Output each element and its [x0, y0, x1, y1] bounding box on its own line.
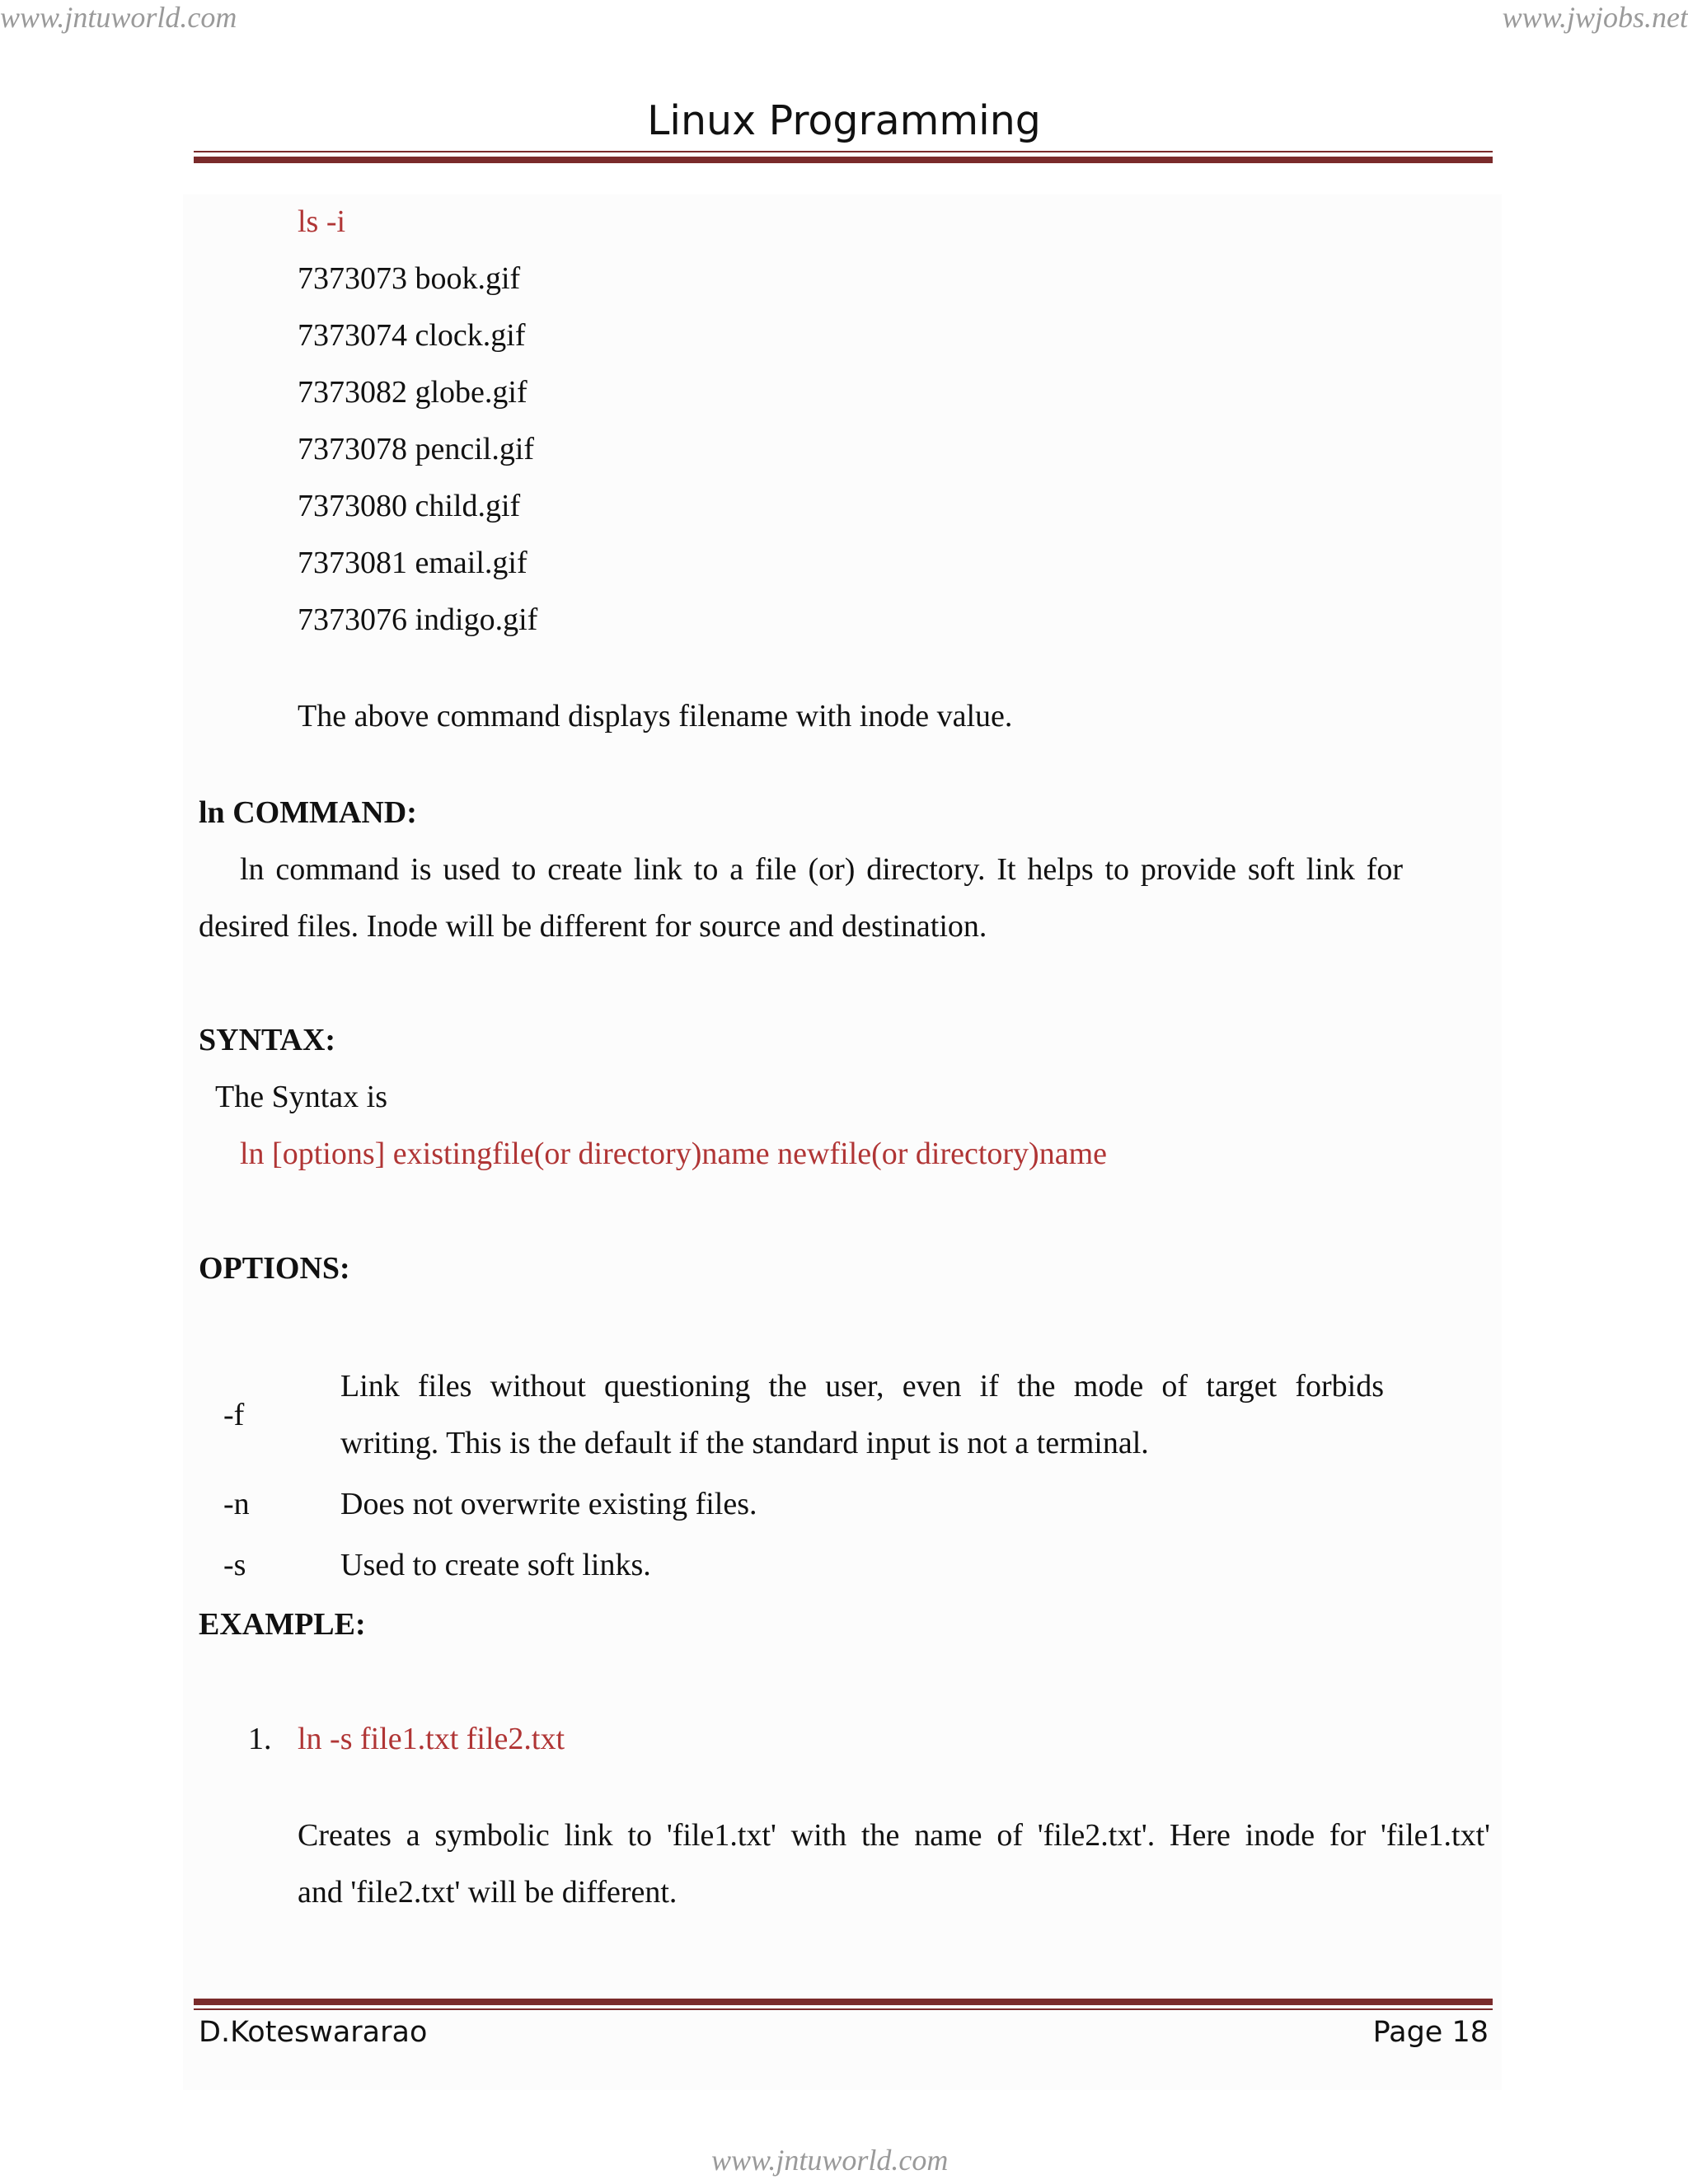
ln-description-line1: ln command is used to create link to a file (or) directory. It helps to provide soft link for [240, 852, 1403, 887]
ln-description-line2: desired files. Inode will be different for source and destination. [199, 909, 987, 944]
option-flag: -n [223, 1487, 250, 1521]
ls-output-line: 7373074 clock.gif [298, 318, 526, 353]
footer-rule-thick [194, 1999, 1493, 2005]
ls-output-line: 7373078 pencil.gif [298, 432, 535, 466]
ls-output-line: 7373076 indigo.gif [298, 602, 538, 637]
syntax-command: ln [options] existingfile(or directory)name newfile(or directory)name [240, 1137, 1107, 1171]
footer-page-number: Page 18 [1372, 2016, 1489, 2049]
ls-output-line: 7373080 child.gif [298, 489, 521, 523]
option-flag: -f [223, 1398, 245, 1432]
example-number: 1. [248, 1722, 272, 1756]
ln-section-heading: ln COMMAND: [199, 795, 417, 830]
option-flag: -s [223, 1548, 246, 1582]
watermark-top-left: www.jntuworld.com [0, 1, 237, 34]
option-description: Used to create soft links. [340, 1548, 651, 1582]
options-heading: OPTIONS: [199, 1251, 350, 1286]
watermark-top-right: www.jwjobs.net [1502, 1, 1688, 34]
footer-author: D.Koteswararao [199, 2016, 428, 2049]
ls-output-line: 7373082 globe.gif [298, 375, 528, 410]
watermark-bottom: www.jntuworld.com [711, 2144, 949, 2177]
page-header-title: Linux Programming [647, 97, 1041, 144]
option-description: Does not overwrite existing files. [340, 1487, 757, 1521]
syntax-heading: SYNTAX: [199, 1023, 336, 1057]
ls-note: The above command displays filename with inode value. [298, 699, 1013, 733]
header-rule-thick [194, 157, 1493, 163]
header-rule-thin [194, 151, 1493, 152]
example-description-line1: Creates a symbolic link to 'file1.txt' with the name of 'file2.txt'. Here inode for 'file1.txt' [298, 1818, 1490, 1853]
syntax-intro: The Syntax is [215, 1080, 387, 1114]
option-description: Link files without questioning the user, even if the mode of target forbids [340, 1369, 1384, 1404]
option-description: writing. This is the default if the standard input is not a terminal. [340, 1426, 1149, 1460]
example-heading: EXAMPLE: [199, 1607, 366, 1642]
example-description-line2: and 'file2.txt' will be different. [298, 1875, 678, 1910]
footer-rule-thin [194, 2008, 1493, 2010]
ls-output-line: 7373073 book.gif [298, 261, 521, 296]
ls-command: ls -i [298, 204, 346, 239]
example-command: ln -s file1.txt file2.txt [298, 1722, 565, 1756]
ls-output-line: 7373081 email.gif [298, 546, 528, 580]
